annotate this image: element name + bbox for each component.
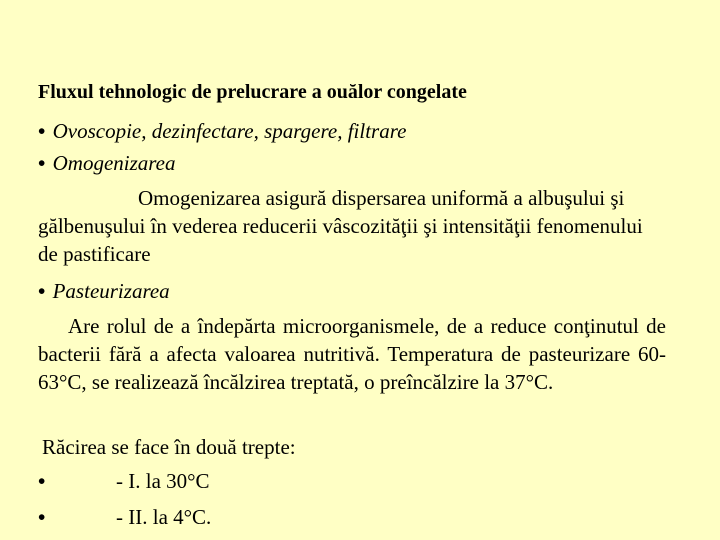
bullet-ovoscopie <box>38 118 406 144</box>
bullet-text: Pasteurizarea <box>52 279 170 303</box>
paragraph-pasteurizare: Are rolul de a îndepărta microorganismele, de a reduce conţinutul de bacterii fără a afecta valoarea nutritivă. Temperatura de pasteurizare 60-63°C, se realizează încălzirea treptată, o preîncălzire la 37°C. <box>38 314 666 394</box>
step-text: - I. la 30°C <box>116 469 210 493</box>
paragraph-racire: Răcirea se face în două trepte: <box>42 435 296 459</box>
page-title: Fluxul tehnologic de prelucrare a ouălor congelate <box>38 81 467 103</box>
bullet-symbol: • <box>38 469 46 493</box>
slide-content <box>38 0 666 540</box>
bullet-pasteurizarea <box>38 278 170 304</box>
bullet-symbol: • <box>38 151 46 175</box>
paragraph-omogenizare: Omogenizarea asigură dispersarea uniformă a albuşului şi gălbenuşului în vederea reducerii vâscozităţii şi intensităţii fenomenului de pastificare <box>38 186 643 266</box>
step-text: - II. la 4°C. <box>116 505 212 529</box>
bullet-symbol: • <box>38 505 46 529</box>
bullet-text: Omogenizarea <box>52 151 176 175</box>
bullet-symbol: • <box>38 279 46 303</box>
step-item <box>38 504 211 530</box>
bullet-text: Ovoscopie, dezinfectare, spargere, filtrare <box>52 119 407 143</box>
bullet-omogenizarea <box>38 150 175 176</box>
bullet-symbol: • <box>38 119 46 143</box>
step-item <box>38 468 210 494</box>
